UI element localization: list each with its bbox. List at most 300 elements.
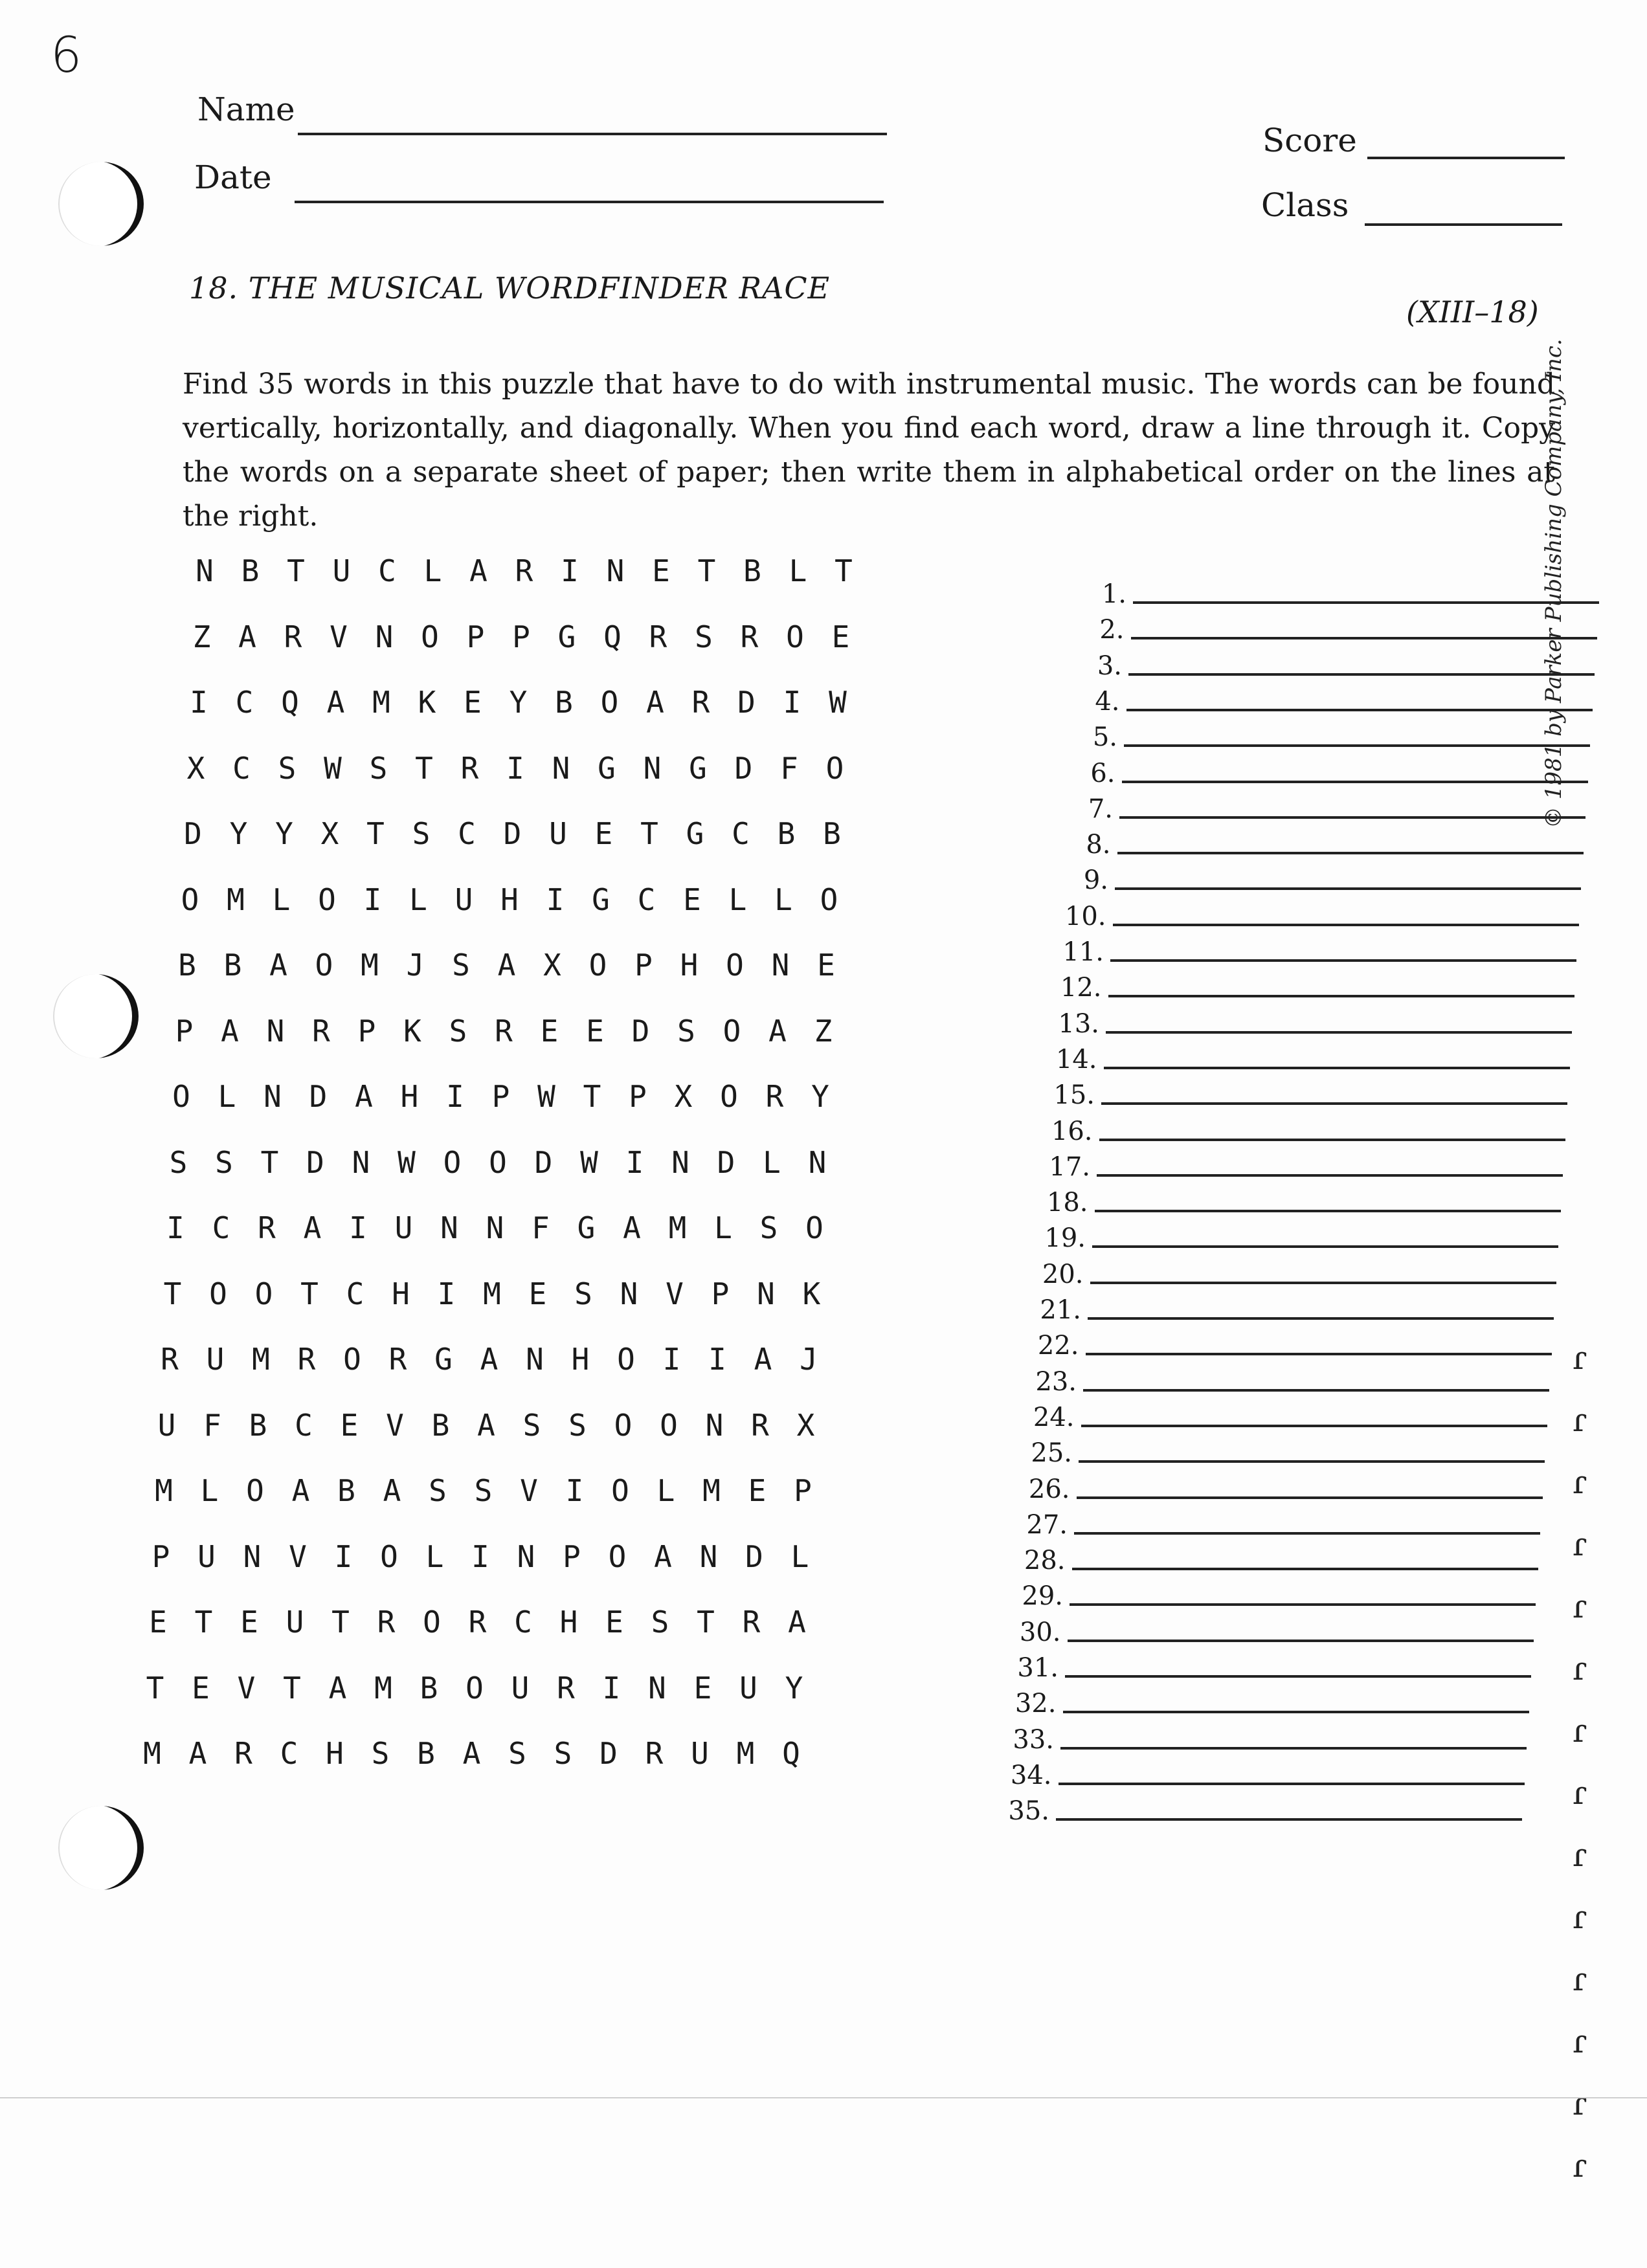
grid-letter[interactable]: A bbox=[768, 1013, 787, 1049]
grid-letter[interactable]: V bbox=[386, 1407, 404, 1443]
grid-letter[interactable]: I bbox=[334, 1539, 353, 1574]
grid-letter[interactable]: C bbox=[732, 816, 750, 851]
grid-letter[interactable]: G bbox=[577, 1210, 596, 1245]
grid-letter[interactable]: D bbox=[631, 1013, 650, 1049]
grid-letter[interactable]: L bbox=[272, 882, 291, 917]
grid-letter[interactable]: N bbox=[526, 1342, 544, 1377]
grid-letter[interactable]: M bbox=[227, 882, 245, 917]
grid-letter[interactable]: N bbox=[606, 553, 625, 588]
grid-letter[interactable]: G bbox=[686, 816, 704, 851]
answer-blank[interactable] bbox=[1122, 781, 1588, 783]
grid-letter[interactable]: P bbox=[794, 1473, 812, 1508]
grid-letter[interactable]: O bbox=[588, 948, 607, 983]
grid-letter[interactable]: E bbox=[594, 816, 613, 851]
grid-letter[interactable]: H bbox=[326, 1736, 344, 1771]
grid-letter[interactable]: D bbox=[309, 1079, 328, 1114]
answer-line-item[interactable] bbox=[1048, 902, 1631, 937]
grid-letter[interactable]: O bbox=[608, 1539, 627, 1574]
grid-letter[interactable]: M bbox=[702, 1473, 721, 1508]
grid-letter[interactable]: Q bbox=[782, 1736, 800, 1771]
grid-letter[interactable]: N bbox=[263, 1079, 282, 1114]
grid-letter[interactable]: E bbox=[817, 948, 835, 983]
grid-letter[interactable]: R bbox=[388, 1342, 407, 1377]
grid-letter[interactable]: S bbox=[651, 1605, 669, 1640]
grid-letter[interactable]: A bbox=[221, 1013, 239, 1049]
grid-letter[interactable]: N bbox=[643, 750, 662, 786]
grid-letter[interactable]: K bbox=[418, 685, 436, 720]
grid-letter[interactable]: E bbox=[540, 1013, 559, 1049]
grid-letter[interactable]: P bbox=[629, 1079, 647, 1114]
grid-letter[interactable]: J bbox=[406, 948, 425, 983]
answer-line-item[interactable] bbox=[1039, 1045, 1622, 1080]
grid-letter[interactable]: V bbox=[520, 1473, 538, 1508]
grid-letter[interactable]: O bbox=[421, 619, 439, 654]
grid-letter[interactable]: T bbox=[260, 1144, 279, 1180]
grid-letter[interactable]: N bbox=[196, 553, 214, 588]
grid-letter[interactable]: A bbox=[303, 1210, 322, 1245]
grid-letter[interactable]: S bbox=[371, 1736, 390, 1771]
answer-blank[interactable] bbox=[1117, 852, 1584, 854]
grid-letter[interactable]: A bbox=[269, 948, 287, 983]
grid-letter[interactable]: R bbox=[161, 1342, 179, 1377]
grid-letter[interactable]: A bbox=[238, 619, 256, 654]
grid-letter[interactable]: O bbox=[318, 882, 336, 917]
grid-letter[interactable]: N bbox=[808, 1144, 827, 1180]
grid-letter[interactable]: O bbox=[315, 948, 333, 983]
grid-letter[interactable]: T bbox=[331, 1605, 350, 1640]
grid-letter[interactable]: N bbox=[440, 1210, 458, 1245]
grid-letter[interactable]: S bbox=[522, 1407, 541, 1443]
grid-letter[interactable]: R bbox=[495, 1013, 513, 1049]
grid-letter[interactable]: S bbox=[278, 750, 297, 786]
grid-letter[interactable]: R bbox=[751, 1407, 769, 1443]
grid-letter[interactable]: R bbox=[297, 1342, 316, 1377]
grid-letter[interactable]: O bbox=[246, 1473, 264, 1508]
grid-letter[interactable]: L bbox=[656, 1473, 675, 1508]
grid-letter[interactable]: L bbox=[790, 1539, 809, 1574]
grid-letter[interactable]: W bbox=[580, 1144, 598, 1180]
grid-letter[interactable]: O bbox=[600, 685, 619, 720]
grid-letter[interactable]: O bbox=[343, 1342, 361, 1377]
answer-line-item[interactable] bbox=[1036, 1080, 1619, 1116]
answer-blank[interactable] bbox=[1110, 959, 1576, 962]
grid-letter[interactable]: E bbox=[528, 1276, 547, 1311]
grid-letter[interactable]: N bbox=[266, 1013, 285, 1049]
grid-letter[interactable]: B bbox=[420, 1670, 438, 1706]
grid-letter[interactable]: C bbox=[280, 1736, 298, 1771]
grid-letter[interactable]: O bbox=[181, 882, 199, 917]
answer-line-item[interactable] bbox=[1014, 1438, 1597, 1474]
grid-letter[interactable]: T bbox=[835, 553, 853, 588]
answer-blank[interactable] bbox=[1077, 1496, 1543, 1499]
grid-letter[interactable]: R bbox=[691, 685, 710, 720]
answer-blank[interactable] bbox=[1095, 1210, 1561, 1212]
score-field[interactable] bbox=[1367, 157, 1565, 159]
grid-letter[interactable]: L bbox=[774, 882, 792, 917]
grid-letter[interactable]: N bbox=[243, 1539, 262, 1574]
answer-blank[interactable] bbox=[1081, 1425, 1547, 1427]
grid-letter[interactable]: O bbox=[380, 1539, 398, 1574]
grid-letter[interactable]: I bbox=[363, 882, 382, 917]
grid-letter[interactable]: E bbox=[748, 1473, 767, 1508]
grid-letter[interactable]: U bbox=[549, 816, 567, 851]
grid-letter[interactable]: X bbox=[320, 816, 339, 851]
grid-letter[interactable]: M bbox=[372, 685, 390, 720]
grid-letter[interactable]: I bbox=[446, 1079, 464, 1114]
grid-letter[interactable]: W bbox=[398, 1144, 416, 1180]
answer-blank[interactable] bbox=[1092, 1245, 1558, 1248]
grid-letter[interactable]: I bbox=[783, 685, 801, 720]
grid-letter[interactable]: O bbox=[209, 1276, 227, 1311]
answer-blank[interactable] bbox=[1113, 924, 1579, 926]
grid-letter[interactable]: A bbox=[788, 1605, 806, 1640]
grid-letter[interactable]: P bbox=[466, 619, 485, 654]
grid-letter[interactable]: P bbox=[512, 619, 530, 654]
grid-letter[interactable]: E bbox=[586, 1013, 604, 1049]
grid-letter[interactable]: O bbox=[489, 1144, 507, 1180]
answer-line-item[interactable] bbox=[1053, 830, 1635, 865]
grid-letter[interactable]: B bbox=[223, 948, 242, 983]
answer-blank[interactable] bbox=[1083, 1389, 1549, 1392]
answer-blank[interactable] bbox=[1133, 601, 1599, 604]
grid-letter[interactable]: F bbox=[532, 1210, 550, 1245]
grid-letter[interactable]: C bbox=[235, 685, 254, 720]
grid-letter[interactable]: P bbox=[563, 1539, 581, 1574]
grid-letter[interactable]: S bbox=[449, 1013, 467, 1049]
grid-letter[interactable]: D bbox=[734, 750, 753, 786]
grid-letter[interactable]: R bbox=[234, 1736, 252, 1771]
grid-letter[interactable]: E bbox=[464, 685, 482, 720]
grid-letter[interactable]: O bbox=[617, 1342, 635, 1377]
grid-letter[interactable]: S bbox=[508, 1736, 526, 1771]
grid-letter[interactable]: Z bbox=[814, 1013, 833, 1049]
grid-letter[interactable]: K bbox=[403, 1013, 421, 1049]
grid-letter[interactable]: O bbox=[820, 882, 838, 917]
grid-letter[interactable]: Q bbox=[281, 685, 299, 720]
grid-letter[interactable]: L bbox=[763, 1144, 781, 1180]
grid-letter[interactable]: S bbox=[554, 1736, 572, 1771]
grid-letter[interactable]: D bbox=[306, 1144, 324, 1180]
grid-letter[interactable]: Y bbox=[811, 1079, 829, 1114]
grid-letter[interactable]: B bbox=[417, 1736, 435, 1771]
grid-letter[interactable]: I bbox=[471, 1539, 489, 1574]
grid-letter[interactable]: A bbox=[355, 1079, 373, 1114]
grid-letter[interactable]: T bbox=[640, 816, 658, 851]
grid-letter[interactable]: B bbox=[337, 1473, 355, 1508]
grid-letter[interactable]: Y bbox=[275, 816, 293, 851]
grid-letter[interactable]: R bbox=[765, 1079, 784, 1114]
grid-letter[interactable]: C bbox=[295, 1407, 313, 1443]
answer-blank[interactable] bbox=[1108, 995, 1574, 997]
grid-letter[interactable]: N bbox=[699, 1539, 718, 1574]
grid-letter[interactable]: A bbox=[188, 1736, 207, 1771]
grid-letter[interactable]: R bbox=[460, 750, 479, 786]
answer-line-item[interactable] bbox=[991, 1796, 1574, 1832]
grid-letter[interactable]: A bbox=[462, 1736, 481, 1771]
grid-letter[interactable]: E bbox=[192, 1670, 210, 1706]
answer-line-item[interactable] bbox=[1030, 1188, 1613, 1223]
answer-blank[interactable] bbox=[1104, 1067, 1570, 1069]
grid-letter[interactable]: N bbox=[486, 1210, 504, 1245]
grid-letter[interactable]: H bbox=[392, 1276, 410, 1311]
grid-letter[interactable]: O bbox=[423, 1605, 441, 1640]
grid-letter[interactable]: D bbox=[717, 1144, 735, 1180]
answer-blank[interactable] bbox=[1070, 1603, 1536, 1606]
grid-letter[interactable]: V bbox=[330, 619, 348, 654]
answer-line-item[interactable] bbox=[996, 1725, 1578, 1761]
grid-letter[interactable]: S bbox=[568, 1407, 587, 1443]
grid-letter[interactable]: X bbox=[674, 1079, 693, 1114]
grid-letter[interactable]: I bbox=[190, 685, 208, 720]
grid-letter[interactable]: A bbox=[328, 1670, 347, 1706]
answer-blank[interactable] bbox=[1124, 744, 1590, 747]
grid-letter[interactable]: P bbox=[711, 1276, 730, 1311]
grid-letter[interactable]: T bbox=[697, 1605, 715, 1640]
grid-letter[interactable]: Y bbox=[229, 816, 248, 851]
grid-letter[interactable]: O bbox=[443, 1144, 462, 1180]
grid-letter[interactable]: T bbox=[194, 1605, 213, 1640]
answer-line-item[interactable] bbox=[1007, 1546, 1590, 1581]
grid-letter[interactable]: I bbox=[708, 1342, 726, 1377]
grid-letter[interactable]: A bbox=[654, 1539, 672, 1574]
grid-letter[interactable]: S bbox=[215, 1144, 233, 1180]
answer-blank[interactable] bbox=[1101, 1102, 1567, 1105]
grid-letter[interactable]: S bbox=[677, 1013, 695, 1049]
answer-line-item[interactable] bbox=[1035, 1117, 1617, 1152]
grid-letter[interactable]: R bbox=[515, 553, 533, 588]
grid-letter[interactable]: X bbox=[796, 1407, 815, 1443]
grid-letter[interactable]: U bbox=[454, 882, 473, 917]
grid-letter[interactable]: N bbox=[620, 1276, 638, 1311]
grid-letter[interactable]: O bbox=[726, 948, 744, 983]
grid-letter[interactable]: O bbox=[660, 1407, 678, 1443]
grid-letter[interactable]: S bbox=[169, 1144, 188, 1180]
grid-letter[interactable]: O bbox=[723, 1013, 741, 1049]
grid-letter[interactable]: R bbox=[742, 1605, 761, 1640]
grid-letter[interactable]: T bbox=[163, 1276, 182, 1311]
grid-letter[interactable]: G bbox=[689, 750, 707, 786]
answer-line-item[interactable] bbox=[1003, 1618, 1585, 1653]
grid-letter[interactable]: R bbox=[557, 1670, 575, 1706]
grid-letter[interactable]: L bbox=[423, 553, 442, 588]
grid-letter[interactable]: J bbox=[800, 1342, 818, 1377]
grid-letter[interactable]: N bbox=[648, 1670, 666, 1706]
answer-blank[interactable] bbox=[1068, 1640, 1534, 1642]
grid-letter[interactable]: E bbox=[693, 1670, 712, 1706]
grid-letter[interactable]: U bbox=[691, 1736, 709, 1771]
grid-letter[interactable]: L bbox=[200, 1473, 219, 1508]
grid-letter[interactable]: R bbox=[312, 1013, 330, 1049]
grid-letter[interactable]: L bbox=[218, 1079, 236, 1114]
grid-letter[interactable]: D bbox=[503, 816, 522, 851]
answer-blank[interactable] bbox=[1115, 887, 1581, 890]
grid-letter[interactable]: F bbox=[203, 1407, 221, 1443]
grid-letter[interactable]: U bbox=[394, 1210, 413, 1245]
answer-line-item[interactable] bbox=[1018, 1367, 1601, 1403]
grid-letter[interactable]: L bbox=[409, 882, 427, 917]
grid-letter[interactable]: O bbox=[611, 1473, 629, 1508]
grid-letter[interactable]: M bbox=[143, 1736, 161, 1771]
grid-letter[interactable]: I bbox=[506, 750, 524, 786]
class-field[interactable] bbox=[1365, 223, 1562, 226]
answer-blank[interactable] bbox=[1086, 1353, 1552, 1355]
grid-letter[interactable]: X bbox=[543, 948, 561, 983]
answer-line-item[interactable] bbox=[994, 1761, 1576, 1796]
grid-letter[interactable]: I bbox=[437, 1276, 456, 1311]
grid-letter[interactable]: N bbox=[352, 1144, 370, 1180]
grid-letter[interactable]: W bbox=[829, 685, 847, 720]
grid-letter[interactable]: H bbox=[559, 1605, 578, 1640]
grid-letter[interactable]: V bbox=[666, 1276, 684, 1311]
grid-letter[interactable]: M bbox=[252, 1342, 270, 1377]
grid-letter[interactable]: N bbox=[552, 750, 570, 786]
answer-blank[interactable] bbox=[1099, 1139, 1565, 1141]
grid-letter[interactable]: B bbox=[823, 816, 841, 851]
answer-line-item[interactable] bbox=[1021, 1331, 1604, 1366]
answer-line-item[interactable] bbox=[1046, 937, 1628, 973]
grid-letter[interactable]: C bbox=[514, 1605, 532, 1640]
grid-letter[interactable]: S bbox=[759, 1210, 778, 1245]
answer-blank[interactable] bbox=[1097, 1174, 1563, 1177]
answer-blank[interactable] bbox=[1063, 1711, 1529, 1713]
grid-letter[interactable]: B bbox=[249, 1407, 267, 1443]
answer-blank[interactable] bbox=[1072, 1568, 1538, 1570]
grid-letter[interactable]: U bbox=[197, 1539, 216, 1574]
grid-letter[interactable]: A bbox=[497, 948, 516, 983]
answer-blank[interactable] bbox=[1106, 1031, 1572, 1034]
grid-letter[interactable]: D bbox=[745, 1539, 763, 1574]
grid-letter[interactable]: R bbox=[284, 619, 302, 654]
grid-letter[interactable]: T bbox=[697, 553, 716, 588]
grid-letter[interactable]: S bbox=[474, 1473, 493, 1508]
grid-letter[interactable]: O bbox=[786, 619, 804, 654]
grid-letter[interactable]: D bbox=[184, 816, 202, 851]
grid-letter[interactable]: R bbox=[258, 1210, 276, 1245]
grid-letter[interactable]: G bbox=[598, 750, 616, 786]
grid-letter[interactable]: S bbox=[429, 1473, 447, 1508]
grid-letter[interactable]: S bbox=[695, 619, 713, 654]
grid-letter[interactable]: B bbox=[777, 816, 796, 851]
grid-letter[interactable]: U bbox=[157, 1407, 176, 1443]
grid-letter[interactable]: T bbox=[287, 553, 305, 588]
grid-letter[interactable]: N bbox=[771, 948, 790, 983]
grid-letter[interactable]: E bbox=[683, 882, 701, 917]
grid-letter[interactable]: A bbox=[623, 1210, 641, 1245]
grid-letter[interactable]: D bbox=[737, 685, 756, 720]
grid-letter[interactable]: G bbox=[557, 619, 576, 654]
grid-letter[interactable]: A bbox=[326, 685, 345, 720]
grid-letter[interactable]: Y bbox=[785, 1670, 803, 1706]
grid-letter[interactable]: P bbox=[634, 948, 653, 983]
grid-letter[interactable]: C bbox=[346, 1276, 364, 1311]
answer-blank[interactable] bbox=[1128, 673, 1595, 676]
answer-blank[interactable] bbox=[1059, 1783, 1525, 1785]
answer-line-item[interactable] bbox=[1025, 1260, 1608, 1295]
grid-letter[interactable]: I bbox=[602, 1670, 621, 1706]
grid-letter[interactable]: U bbox=[332, 553, 351, 588]
grid-letter[interactable]: S bbox=[412, 816, 431, 851]
grid-letter[interactable]: L bbox=[728, 882, 747, 917]
grid-letter[interactable]: O bbox=[720, 1079, 738, 1114]
grid-letter[interactable]: N bbox=[757, 1276, 775, 1311]
grid-letter[interactable]: A bbox=[754, 1342, 772, 1377]
answer-line-item[interactable] bbox=[1012, 1474, 1595, 1510]
grid-letter[interactable]: U bbox=[739, 1670, 757, 1706]
answer-line-item[interactable] bbox=[1027, 1223, 1610, 1259]
date-field[interactable] bbox=[295, 201, 884, 203]
grid-letter[interactable]: P bbox=[175, 1013, 194, 1049]
grid-letter[interactable]: U bbox=[286, 1605, 304, 1640]
answer-blank[interactable] bbox=[1074, 1532, 1540, 1535]
grid-letter[interactable]: O bbox=[825, 750, 844, 786]
answer-blank[interactable] bbox=[1065, 1675, 1531, 1678]
grid-letter[interactable]: A bbox=[477, 1407, 495, 1443]
grid-letter[interactable]: N bbox=[375, 619, 394, 654]
grid-letter[interactable]: N bbox=[705, 1407, 724, 1443]
answer-blank[interactable] bbox=[1126, 709, 1593, 711]
answer-line-item[interactable] bbox=[1016, 1403, 1599, 1438]
grid-letter[interactable]: T bbox=[146, 1670, 164, 1706]
grid-letter[interactable]: A bbox=[480, 1342, 499, 1377]
grid-letter[interactable]: M bbox=[483, 1276, 501, 1311]
grid-letter[interactable]: I bbox=[546, 882, 565, 917]
grid-letter[interactable]: V bbox=[289, 1539, 307, 1574]
grid-letter[interactable]: R bbox=[740, 619, 759, 654]
grid-letter[interactable]: B bbox=[743, 553, 761, 588]
grid-letter[interactable]: O bbox=[614, 1407, 633, 1443]
grid-letter[interactable]: L bbox=[789, 553, 807, 588]
grid-letter[interactable]: O bbox=[254, 1276, 273, 1311]
grid-letter[interactable]: A bbox=[291, 1473, 310, 1508]
grid-letter[interactable]: H bbox=[680, 948, 699, 983]
grid-letter[interactable]: E bbox=[652, 553, 670, 588]
grid-letter[interactable]: C bbox=[378, 553, 396, 588]
grid-letter[interactable]: I bbox=[166, 1210, 185, 1245]
grid-letter[interactable]: E bbox=[149, 1605, 167, 1640]
grid-letter[interactable]: K bbox=[802, 1276, 821, 1311]
grid-letter[interactable]: E bbox=[240, 1605, 258, 1640]
grid-letter[interactable]: S bbox=[369, 750, 388, 786]
grid-letter[interactable]: M bbox=[155, 1473, 173, 1508]
grid-letter[interactable]: I bbox=[662, 1342, 681, 1377]
grid-letter[interactable]: L bbox=[714, 1210, 732, 1245]
grid-letter[interactable]: U bbox=[206, 1342, 225, 1377]
grid-letter[interactable]: Z bbox=[192, 619, 211, 654]
grid-letter[interactable]: R bbox=[468, 1605, 487, 1640]
grid-letter[interactable]: G bbox=[592, 882, 610, 917]
grid-letter[interactable]: H bbox=[400, 1079, 419, 1114]
grid-letter[interactable]: A bbox=[646, 685, 664, 720]
grid-letter[interactable]: I bbox=[349, 1210, 367, 1245]
grid-letter[interactable]: I bbox=[625, 1144, 644, 1180]
grid-letter[interactable]: W bbox=[324, 750, 342, 786]
grid-letter[interactable]: C bbox=[232, 750, 251, 786]
grid-letter[interactable]: C bbox=[637, 882, 656, 917]
grid-letter[interactable]: W bbox=[537, 1079, 555, 1114]
grid-letter[interactable]: N bbox=[671, 1144, 689, 1180]
grid-letter[interactable]: X bbox=[186, 750, 205, 786]
answer-line-item[interactable] bbox=[1009, 1510, 1592, 1546]
grid-letter[interactable]: M bbox=[361, 948, 379, 983]
grid-letter[interactable]: T bbox=[366, 816, 385, 851]
grid-letter[interactable]: E bbox=[605, 1605, 623, 1640]
grid-letter[interactable]: T bbox=[415, 750, 433, 786]
grid-letter[interactable]: C bbox=[458, 816, 476, 851]
answer-line-item[interactable] bbox=[998, 1689, 1581, 1724]
name-field[interactable] bbox=[298, 133, 887, 135]
answer-line-item[interactable] bbox=[1005, 1581, 1587, 1617]
grid-letter[interactable]: S bbox=[452, 948, 470, 983]
